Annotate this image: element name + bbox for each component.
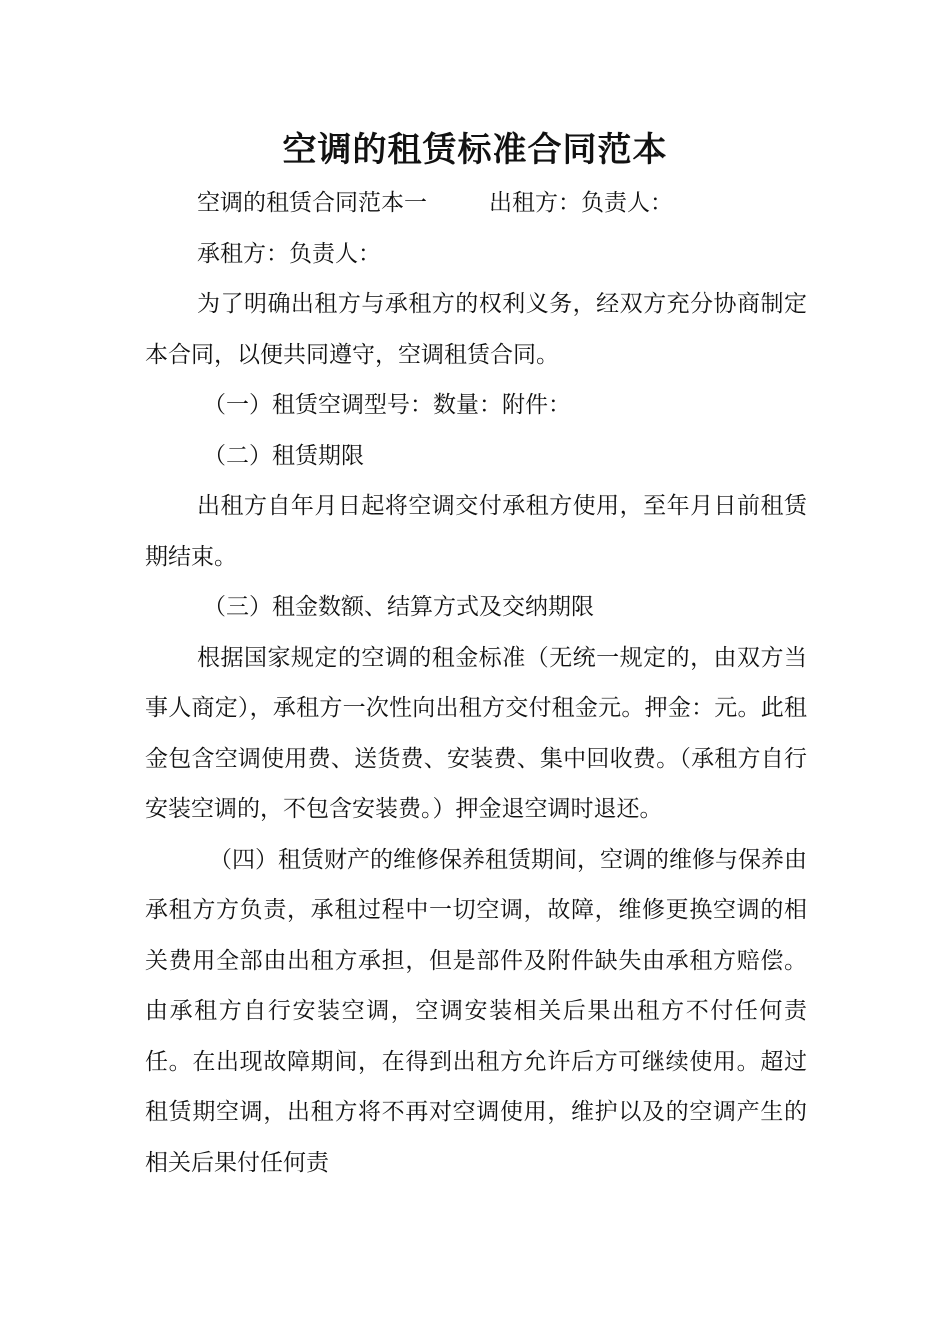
intro-paragraph: 为了明确出租方与承租方的权利义务，经双方充分协商制定本合同，以便共同遵守，空调租赁合同。 (145, 291, 807, 368)
contract-subtitle: 空调的租赁合同范本一 (197, 190, 427, 216)
document-title: 空调的租赁标准合同范本 (282, 130, 668, 170)
section-1-heading: （一）租赁空调型号：数量：附件： (203, 392, 571, 418)
section-3-paragraph: 根据国家规定的空调的租金标准（无统一规定的，由双方当事人商定），承租方一次性向出租方交付租金元。押金：元。此租金包含空调使用费、送货费、安装费、集中回收费。（承租方自行安装空调的，不包含安装费。）押金退空调时退还。 (145, 644, 807, 822)
document-body (145, 178, 807, 1188)
lessee-label: 承租方：负责人： (197, 240, 381, 267)
lessor-label: 出租方：负责人： (489, 190, 673, 216)
section-4-paragraph: （四）租赁财产的维修保养租赁期间，空调的维修与保养由承租方方负责，承租过程中一切空调，故障，维修更换空调的相关费用全部由出租方承担，但是部件及附件缺失由承租方赔偿。由承租方自行安装空调，空调安装相关后果出租方不付任何责任。在出现故障期间，在得到出租方允许后方可继续使用。超过租赁期空调，出租方将不再对空调使用，维护以及的空调产生的相关后果付任何责 (145, 846, 807, 1176)
section-3-heading: （三）租金数额、结算方式及交纳期限 (203, 594, 594, 620)
contract-header-line (145, 178, 807, 229)
section-2-paragraph: 出租方自年月日起将空调交付承租方使用，至年月日前租赁期结束。 (145, 493, 807, 570)
section-2-heading: （二）租赁期限 (203, 442, 364, 469)
